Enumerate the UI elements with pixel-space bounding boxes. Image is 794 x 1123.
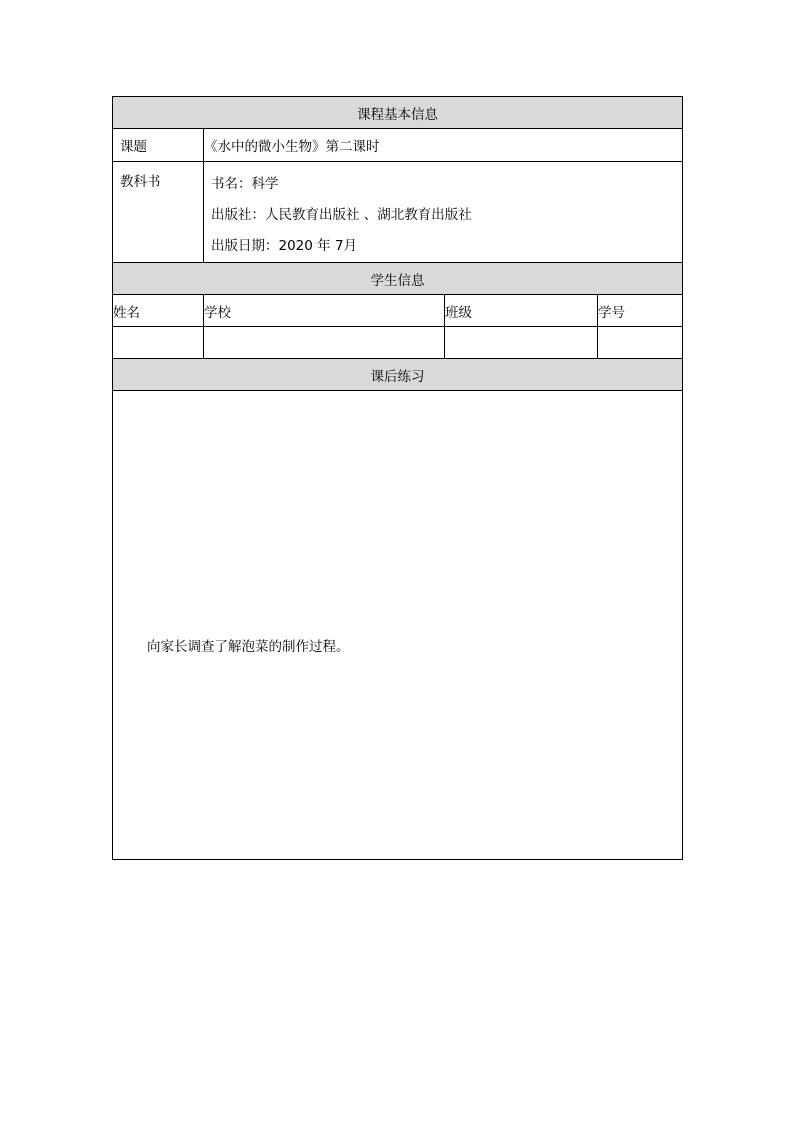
homework-header-row	[113, 359, 683, 391]
student-id-header: 学号	[598, 295, 683, 327]
student-name-field[interactable]	[113, 327, 204, 359]
student-school-field[interactable]	[204, 327, 445, 359]
lesson-form	[112, 96, 682, 853]
student-class-header: 班级	[445, 295, 598, 327]
publication-date: 出版日期：2020 年 7月	[211, 238, 358, 254]
course-info-header-row	[113, 97, 683, 129]
student-info-heading: 学生信息	[113, 263, 683, 295]
homework-row	[113, 391, 683, 860]
course-info-table	[112, 96, 683, 860]
student-class-field[interactable]	[445, 327, 598, 359]
publisher: 出版社：人民教育出版社 、湖北教育出版社	[211, 207, 472, 223]
book-name: 书名：科学	[211, 176, 279, 192]
student-id-field[interactable]	[598, 327, 683, 359]
student-header-row	[113, 295, 683, 327]
homework-body	[113, 391, 683, 860]
textbook-label: 教科书	[113, 162, 204, 263]
homework-text: 向家长调查了解泡菜的制作过程。	[147, 639, 350, 655]
topic-value: 《水中的微小生物》第二课时	[204, 129, 683, 162]
student-value-row	[113, 327, 683, 359]
topic-row	[113, 129, 683, 162]
student-name-header: 姓名	[113, 295, 204, 327]
textbook-details	[204, 162, 683, 263]
course-info-heading: 课程基本信息	[113, 97, 683, 129]
textbook-row	[113, 162, 683, 263]
student-school-header: 学校	[204, 295, 445, 327]
topic-label: 课题	[113, 129, 204, 162]
homework-heading: 课后练习	[113, 359, 683, 391]
student-info-header-row	[113, 263, 683, 295]
